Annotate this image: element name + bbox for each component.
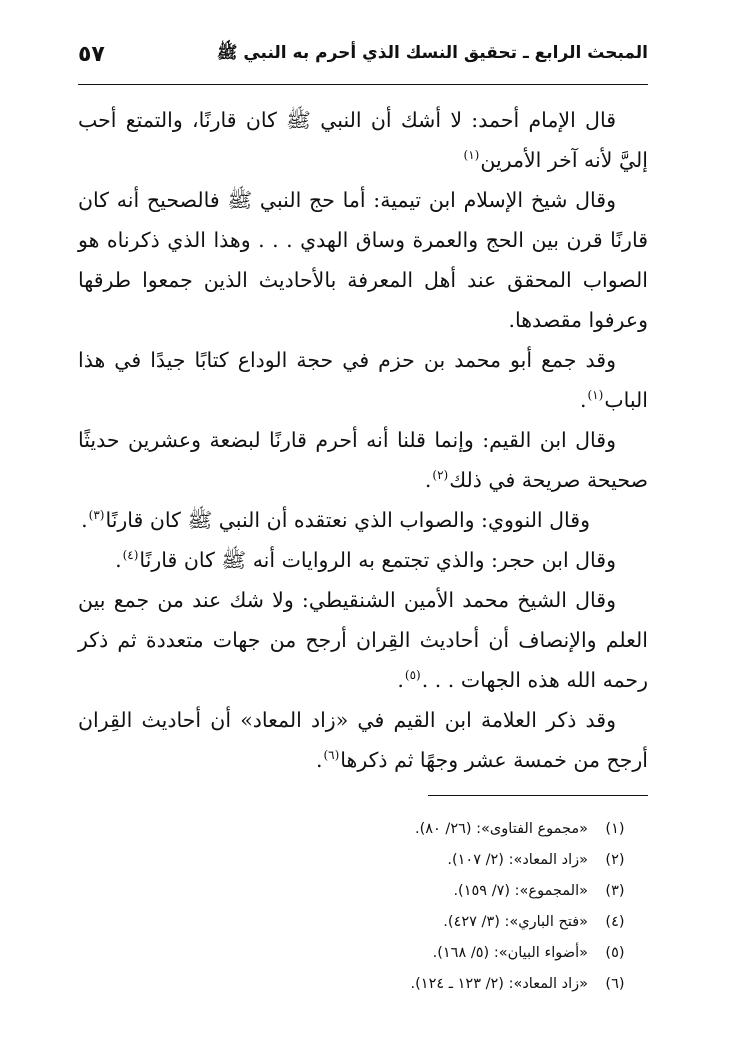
footnote-number: (٥) — [605, 945, 625, 961]
header-rule — [78, 84, 648, 85]
main-text — [78, 100, 648, 780]
footnote-ref: (٢) — [432, 468, 449, 483]
footnote-ref: (١) — [463, 148, 480, 163]
paragraph-text: وقال النووي: والصواب الذي نعتقده أن النبي ﷺ كان قارنًا — [105, 508, 590, 532]
footnote-number: (٢) — [605, 852, 625, 868]
footnote-separator — [428, 795, 648, 796]
paragraph-text: وقال شيخ الإسلام ابن تيمية: أما حج النبي ﷺ فالصحيح أنه كان قارنًا قرن بين الحج والعمرة وساق الهدي . . . وهذا الذي ذكرناه هو الصواب المحقق عند أهل المعرفة بالأحاديث الذين جمعوا طرقها وعرفوا مقصدها. — [78, 188, 648, 332]
footnote-ref: (٥) — [404, 668, 421, 683]
paragraph-text: وقال الشيخ محمد الأمين الشنقيطي: ولا شك عند من جمع بين العلم والإنصاف أن أحاديث القِران أرجح من جهات متعددة ثم ذكر رحمه الله هذه الجهات . . . — [78, 588, 648, 692]
footnote-item — [78, 938, 648, 969]
paragraph-text: وقال ابن القيم: وإنما قلنا أنه أحرم قارنًا لبضعة وعشرين حديثًا صحيحة صريحة في ذلك — [78, 428, 648, 492]
footnote-text: «المجموع»: (٧/ ١٥٩). — [453, 883, 588, 899]
paragraph-end: . — [424, 468, 432, 492]
paragraph-ibn-al-qayyim — [78, 420, 648, 500]
footnote-item — [78, 969, 648, 1000]
footnote-text: «زاد المعاد»: (٢/ ١٢٣ ـ ١٢٤). — [410, 976, 588, 992]
paragraph-end: . — [397, 668, 404, 692]
footnote-number: (٣) — [605, 883, 625, 899]
paragraph-text: وقد جمع أبو محمد بن حزم في حجة الوداع كتابًا جيدًا في هذا الباب — [78, 348, 648, 412]
paragraph-ibn-hazm — [78, 340, 648, 420]
footnote-ref: (١) — [587, 388, 604, 403]
paragraph-ibn-hajar — [78, 540, 648, 580]
footnote-text: «زاد المعاد»: (٢/ ١٠٧). — [447, 852, 588, 868]
footnote-ref: (٤) — [122, 548, 139, 563]
paragraph-end: . — [579, 388, 587, 412]
page-number: ٥٧ — [78, 41, 105, 67]
footnote-item — [78, 907, 648, 938]
page-header — [78, 36, 648, 72]
paragraph-end: . — [115, 548, 122, 572]
footnote-text: «أضواء البيان»: (٥/ ١٦٨). — [432, 945, 588, 961]
footnotes-list — [78, 814, 648, 1000]
paragraph-nawawi — [78, 500, 648, 540]
paragraph-ahmad — [78, 100, 648, 180]
paragraph-shinqiti — [78, 580, 648, 700]
paragraph-end: . — [81, 508, 88, 532]
footnote-number: (٦) — [605, 976, 625, 992]
footnote-ref: (٣) — [88, 508, 105, 523]
paragraph-text: قال الإمام أحمد: لا أشك أن النبي ﷺ كان قارنًا، والتمتع أحب إليَّ لأنه آخر الأمرين — [78, 108, 648, 172]
paragraph-text: وقال ابن حجر: والذي تجتمع به الروايات أنه ﷺ كان قارنًا — [139, 548, 616, 572]
footnote-text: «مجموع الفتاوى»: (٢٦/ ٨٠). — [414, 821, 588, 837]
paragraph-zad-al-maad — [78, 700, 648, 780]
paragraph-end: . — [315, 748, 323, 772]
paragraph-text: وقد ذكر العلامة ابن القيم في «زاد المعاد» أن أحاديث القِران أرجح من خمسة عشر وجهًا ثم ذكرها — [78, 708, 648, 772]
footnote-number: (٤) — [605, 914, 625, 930]
footnote-ref: (٦) — [323, 748, 340, 763]
footnote-text: «فتح الباري»: (٣/ ٤٢٧). — [443, 914, 588, 930]
footnote-item — [78, 814, 648, 845]
paragraph-ibn-taymiyyah — [78, 180, 648, 340]
footnote-item — [78, 876, 648, 907]
running-title: المبحث الرابع ـ تحقيق النسك الذي أحرم به النبي ﷺ — [216, 42, 648, 63]
footnote-number: (١) — [605, 821, 625, 837]
footnote-item — [78, 845, 648, 876]
